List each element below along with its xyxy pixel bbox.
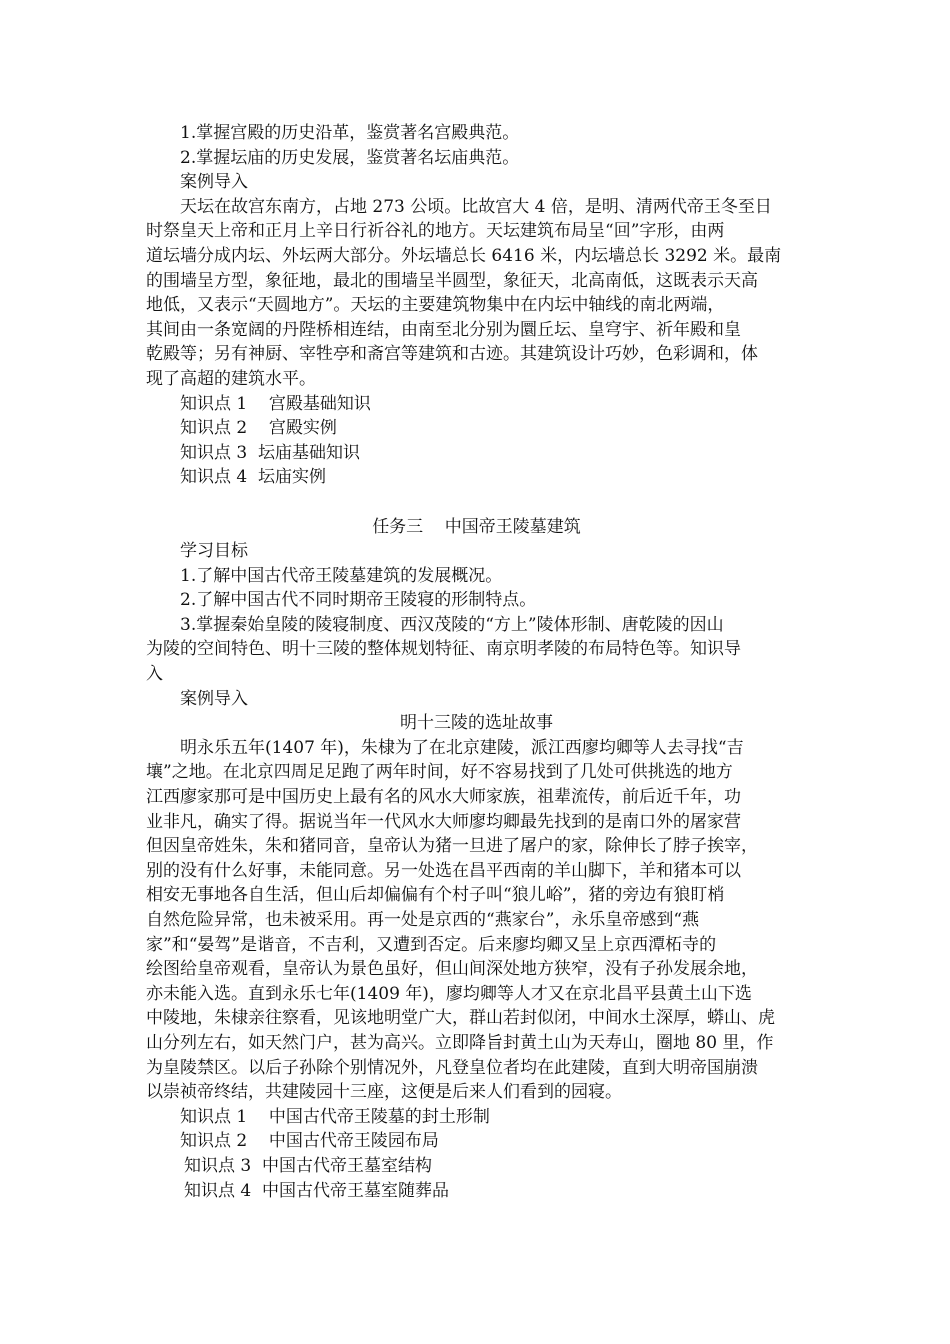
paragraph-line: 现了高超的建筑水平。	[146, 368, 316, 389]
paragraph-line: 道坛墙分成内坛、外坛两大部分。外坛墙总长 6416 米，内坛墙总长 3292 米。最南	[146, 245, 782, 266]
paragraph-line: 但因皇帝姓朱，朱和猪同音，皇帝认为猪一旦进了屠户的家，除伸长了脖子挨宰，	[146, 836, 758, 857]
paragraph-line: 业非凡，确实了得。据说当年一代风水大师廖均卿最先找到的是南口外的屠家营	[146, 811, 741, 832]
paragraph-line: 为陵的空间特色、明十三陵的整体规划特征、南京明孝陵的布局特色等。知识导	[146, 639, 741, 660]
paragraph-line: 入	[146, 664, 163, 685]
knowledge-point-3: 知识点 3 中国古代帝王墓室结构	[184, 1155, 433, 1176]
paragraph-line: 3.掌握秦始皇陵的陵寝制度、西汉茂陵的“方上”陵体形制、唐乾陵的因山	[180, 614, 724, 635]
knowledge-point-2: 知识点 2 宫殿实例	[180, 418, 337, 439]
section-title: 任务三 中国帝王陵墓建筑	[372, 516, 581, 537]
knowledge-point-3: 知识点 3 坛庙基础知识	[180, 442, 361, 463]
paragraph-line: 中陵地，朱棣亲往察看，见该地明堂广大，群山若封似闭，中间水土深厚，蟒山、虎	[146, 1008, 775, 1029]
objective-1: 1.了解中国古代帝王陵墓建筑的发展概况。	[180, 565, 503, 586]
paragraph-line: 天坛在故宫东南方，占地 273 公顷。比故宫大 4 倍，是明、清两代帝王冬至日	[180, 196, 772, 217]
case-label: 案例导入	[180, 172, 248, 193]
learning-goal-label: 学习目标	[180, 541, 248, 562]
paragraph-line: 明永乐五年(1407 年)，朱棣为了在北京建陵，派江西廖均卿等人去寻找“吉	[180, 737, 744, 758]
paragraph-line: 亦未能入选。直到永乐七年(1409 年)，廖均卿等人才又在京北昌平县黄土山下选	[146, 983, 752, 1004]
objective-2: 2.掌握坛庙的历史发展，鉴赏著名坛庙典范。	[180, 147, 520, 168]
paragraph-line: 家”和“晏驾”是谐音，不吉利，又遭到否定。后来廖均卿又呈上京西潭柘寺的	[146, 934, 717, 955]
case-label: 案例导入	[180, 688, 248, 709]
knowledge-point-4: 知识点 4 中国古代帝王墓室随葬品	[184, 1180, 450, 1201]
case-paragraph	[146, 195, 807, 392]
objective-3	[146, 613, 807, 687]
paragraph-line: 别的没有什么好事，未能同意。另一处选在昌平西南的羊山脚下，羊和猪本可以	[146, 860, 741, 881]
paragraph-line: 其间由一条宽阔的丹陛桥相连结，由南至北分别为圜丘坛、皇穹宇、祈年殿和皇	[146, 319, 741, 340]
paragraph-line: 相安无事地各自生活，但山后却偏偏有个村子叫“狼儿峪”，猪的旁边有狼盯梢	[146, 885, 725, 906]
knowledge-point-1: 知识点 1 中国古代帝王陵墓的封土形制	[180, 1106, 490, 1127]
objective-2: 2.了解中国古代不同时期帝王陵寝的形制特点。	[180, 590, 537, 611]
document-page	[146, 121, 807, 1203]
paragraph-line: 地低，又表示“天圆地方”。天坛的主要建筑物集中在内坛中轴线的南北两端，	[146, 295, 725, 316]
paragraph-line: 的围墙呈方型，象征地，最北的围墙呈半圆型，象征天，北高南低，这既表示天高	[146, 270, 758, 291]
paragraph-line: 山分列左右，如天然门户，甚为高兴。立即降旨封黄土山为天寿山，圈地 80 里，作	[146, 1032, 774, 1053]
knowledge-point-2: 知识点 2 中国古代帝王陵园布局	[180, 1131, 439, 1152]
story-title: 明十三陵的选址故事	[400, 713, 553, 734]
paragraph-line: 乾殿等；另有神厨、宰牲亭和斋宫等建筑和古迹。其建筑设计巧妙，色彩调和，体	[146, 344, 758, 365]
paragraph-line: 时祭皇天上帝和正月上辛日行祈谷礼的地方。天坛建筑布局呈“回”字形，由两	[146, 221, 725, 242]
paragraph-line: 江西廖家那可是中国历史上最有名的风水大师家族，祖辈流传，前后近千年，功	[146, 787, 741, 808]
paragraph-line: 绘图给皇帝观看，皇帝认为景色虽好，但山间深处地方狭窄，没有子孙发展余地，	[146, 959, 758, 980]
paragraph-line: 为皇陵禁区。以后子孙除个别情况外，凡登皇位者均在此建陵，直到大明帝国崩溃	[146, 1057, 758, 1078]
paragraph-line: 自然危险异常，也未被采用。再一处是京西的“燕家台”，永乐皇帝感到“燕	[146, 910, 700, 930]
story-paragraph	[146, 736, 807, 1105]
objective-1: 1.掌握宫殿的历史沿革，鉴赏著名宫殿典范。	[180, 123, 520, 143]
paragraph-line: 壤”之地。在北京四周足足跑了两年时间，好不容易找到了几处可供挑选的地方	[146, 762, 733, 783]
knowledge-point-1: 知识点 1 宫殿基础知识	[180, 393, 371, 414]
knowledge-point-4: 知识点 4 坛庙实例	[180, 467, 327, 488]
paragraph-line: 以崇祯帝终结，共建陵园十三座，这便是后来人们看到的园寝。	[146, 1082, 622, 1103]
